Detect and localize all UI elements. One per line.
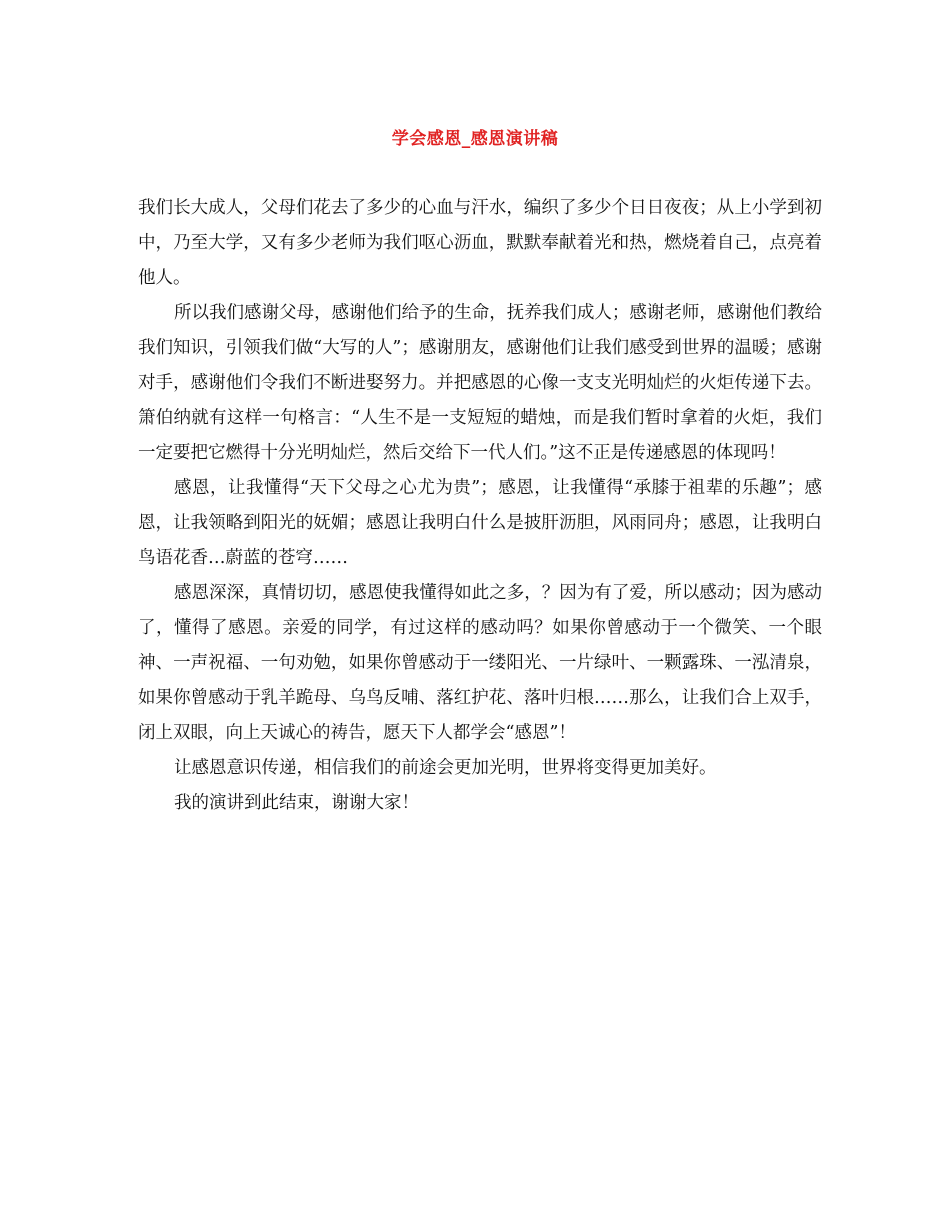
document-body	[138, 191, 822, 821]
paragraph-6: 我的演讲到此结束，谢谢大家！	[174, 793, 419, 813]
document-title: 学会感恩_感恩演讲稿	[391, 129, 559, 149]
paragraph-3: 感恩，让我懂得“天下父母之心尤为贵”；感恩，让我懂得“承膝于祖辈的乐趣”；感恩，让我领略到阳光的妩媚；感恩让我明白什么是披肝沥胆，风雨同舟；感恩，让我明白鸟语花香…蔚蓝的苍穹……	[138, 478, 822, 568]
paragraph-4: 感恩深深，真情切切，感恩使我懂得如此之多，？因为有了爱，所以感动；因为感动了，懂得了感恩。亲爱的同学，有过这样的感动吗？如果你曾感动于一个微笑、一个眼神、一声祝福、一句劝勉，如果你曾感动于一缕阳光、一片绿叶、一颗露珠、一泓清泉，如果你曾感动于乳羊跪母、乌鸟反哺、落红护花、落叶归根……那么，让我们合上双手，闭上双眼，向上天诚心的祷告，愿天下人都学会“感恩”！	[138, 583, 822, 743]
paragraph-1: 我们长大成人，父母们花去了多少的心血与汗水，编织了多少个日日夜夜；从上小学到初中，乃至大学，又有多少老师为我们呕心沥血，默默奉献着光和热，燃烧着自己，点亮着他人。	[138, 198, 822, 288]
paragraph-2: 所以我们感谢父母，感谢他们给予的生命，抚养我们成人；感谢老师，感谢他们教给我们知识，引领我们做“大写的人”；感谢朋友，感谢他们让我们感受到世界的温暖；感谢对手，感谢他们令我们不断进娶努力。并把感恩的心像一支支光明灿烂的火炬传递下去。箫伯纳就有这样一句格言：“人生不是一支短短的蜡烛，而是我们暂时拿着的火炬，我们一定要把它燃得十分光明灿烂，然后交给下一代人们。”这不正是传递感恩的体现吗！	[138, 303, 822, 463]
paragraph-5: 让感恩意识传递，相信我们的前途会更加光明，世界将变得更加美好。	[174, 758, 717, 778]
